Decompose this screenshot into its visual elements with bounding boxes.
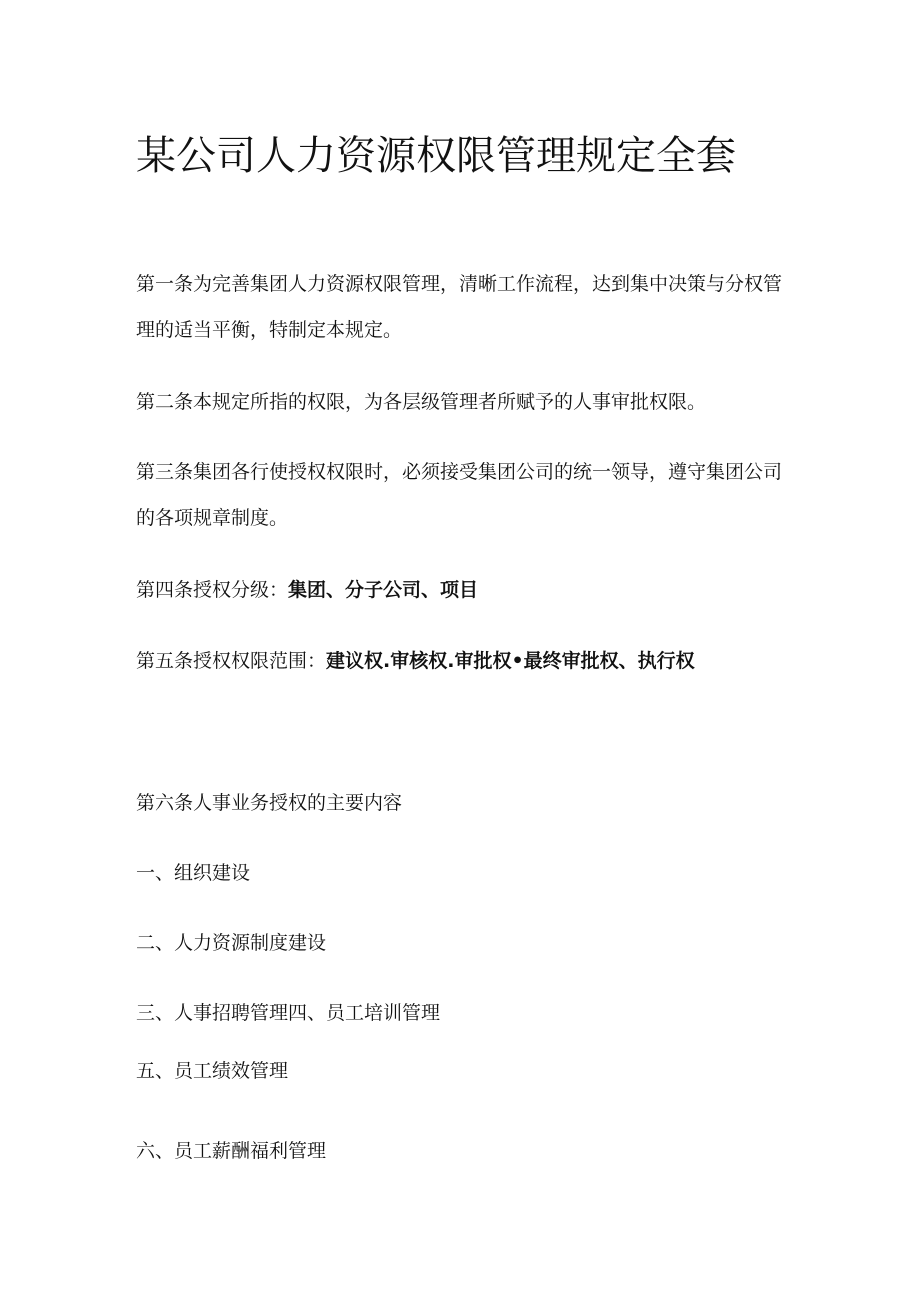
article-2: 第二条本规定所指的权限，为各层级管理者所赋予的人事审批权限。: [136, 391, 707, 413]
list-item: 六、员工薪酬福利管理: [136, 1140, 327, 1162]
list-item: 三、人事招聘管理四、员工培训管理: [136, 1002, 441, 1024]
article-5-label: 第五条授权权限范围：: [136, 650, 327, 672]
list-item: 五、员工绩效管理: [136, 1060, 289, 1082]
document-title: 某公司人力资源权限管理规定全套: [136, 133, 736, 179]
article-4-value: 集团、分子公司、项目: [288, 579, 479, 601]
article-6: 第六条人事业务授权的主要内容: [136, 792, 403, 814]
article-5: [136, 638, 786, 684]
list-item: 二、人力资源制度建设: [136, 932, 327, 954]
list-item: 一、组织建设: [136, 862, 251, 884]
article-4: [136, 567, 786, 613]
article-3: 第三条集团各行使授权权限时，必须接受集团公司的统一领导，遵守集团公司的各项规章制度。: [136, 461, 783, 529]
article-1: 第一条为完善集团人力资源权限管理，清晰工作流程，达到集中决策与分权管理的适当平衡，特制定本规定。: [136, 273, 783, 341]
article-4-label: 第四条授权分级：: [136, 579, 289, 601]
article-5-value: 建议权.审核权.审批权•最终审批权、执行权: [326, 650, 695, 672]
